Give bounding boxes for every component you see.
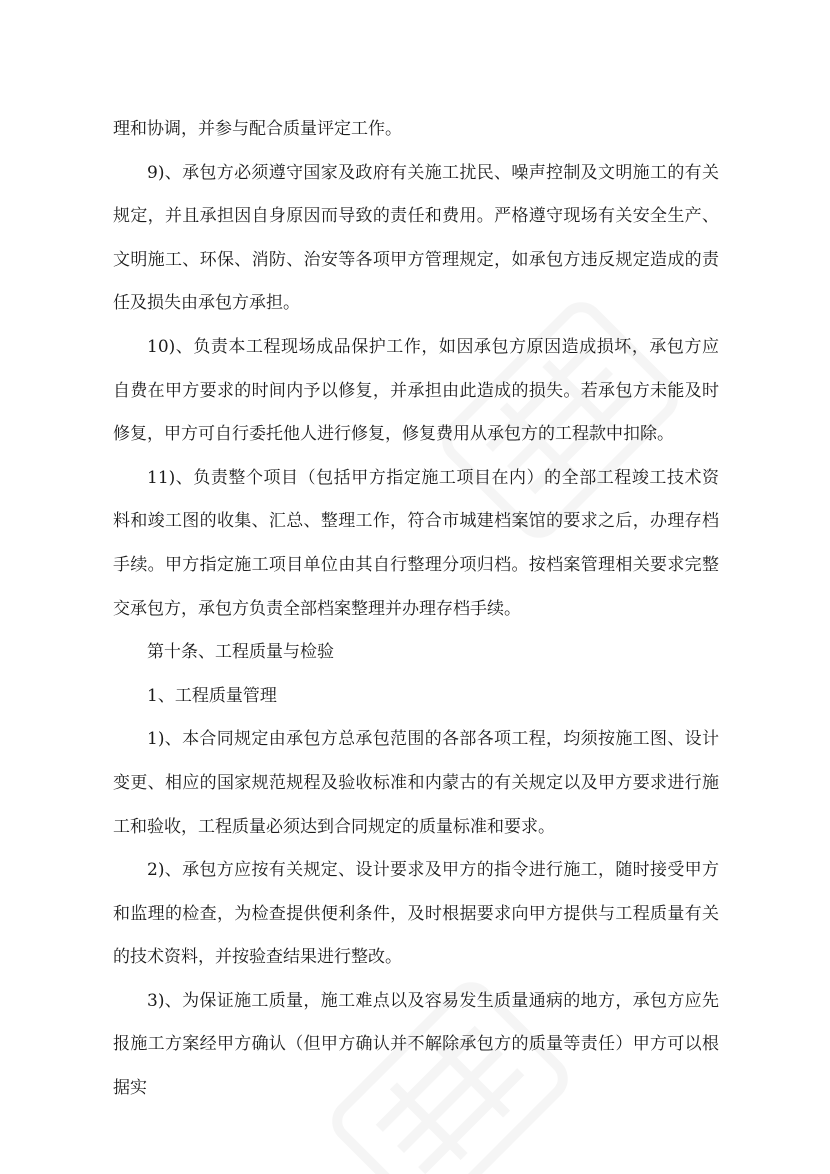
paragraph-item-11: 11)、负责整个项目（包括甲方指定施工项目在内）的全部工程竣工技术资料和竣工图的收集、汇总、整理工作，符合市城建档案馆的要求之后，办理存档手续。甲方指定施工项目单位由其自行整理分项归档。按档案管理相关要求完整交承包方，承包方负责全部档案整理并办理存档手续。	[113, 467, 719, 619]
paragraph-item-3: 3)、为保证施工质量，施工难点以及容易发生质量通病的地方，承包方应先报施工方案经甲方确认（但甲方确认并不解除承包方的质量等责任）甲方可以根据实	[113, 990, 719, 1099]
document-body	[113, 108, 719, 1111]
section-heading-article-10: 第十条、工程质量与检验	[147, 642, 334, 663]
paragraph-item-10: 10)、负责本工程现场成品保护工作，如因承包方原因造成损坏，承包方应自费在甲方要求的时间内予以修复，并承担由此造成的损失。若承包方未能及时修复，甲方可自行委托他人进行修复，修复费用从承包方的工程款中扣除。	[113, 336, 719, 445]
paragraph-item-9: 9)、承包方必须遵守国家及政府有关施工扰民、噪声控制及文明施工的有关规定，并且承担因自身原因而导致的责任和费用。严格遵守现场有关安全生产、文明施工、环保、消防、治安等各项甲方管理规定，如承包方违反规定造成的责任及损失由承包方承担。	[113, 162, 719, 314]
paragraph-item-1: 1)、本合同规定由承包方总承包范围的各部各项工程，均须按施工图、设计变更、相应的国家规范规程及验收标准和内蒙古的有关规定以及甲方要求进行施工和验收，工程质量必须达到合同规定的质量标准和要求。	[113, 729, 719, 837]
paragraph-continuation: 理和协调，并参与配合质量评定工作。	[113, 119, 402, 139]
paragraph-item-2: 2)、承包方应按有关规定、设计要求及甲方的指令进行施工，随时接受甲方和监理的检查，为检查提供便利条件，及时根据要求向甲方提供与工程质量有关的技术资料，并按验查结果进行整改。	[113, 860, 719, 968]
subsection-heading-quality-management: 1、工程质量管理	[147, 685, 277, 706]
